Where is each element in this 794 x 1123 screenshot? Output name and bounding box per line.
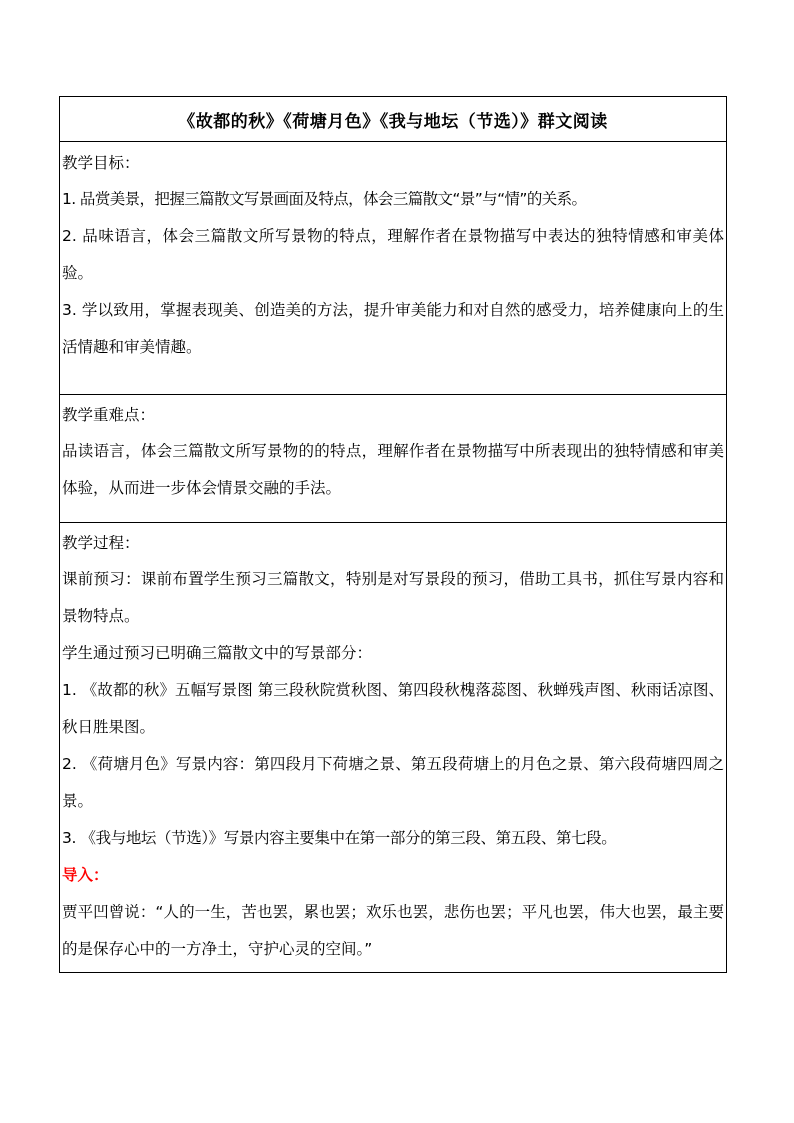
key-points-heading: 教学重难点： <box>62 406 156 424</box>
key-points-section <box>60 395 726 523</box>
scene-item: 3. 《我与地坛（节选）》写景内容主要集中在第一部分的第三段、第五段、第七段。 <box>62 829 617 847</box>
teaching-process-section <box>60 523 726 972</box>
key-points-text: 品读语言，体会三篇散文所写景物的的特点，理解作者在景物描写中所表现出的独特情感和审美体验，从而进一步体会情景交融的手法。 <box>62 442 724 497</box>
teaching-goals-section <box>60 142 726 395</box>
goals-heading: 教学目标： <box>62 154 140 172</box>
goal-item: 1. 品赏美景，把握三篇散文写景画面及特点，体会三篇散文“景”与“情”的关系。 <box>62 190 587 208</box>
document-title: 《故都的秋》《荷塘月色》《我与地坛（节选）》群文阅读 <box>60 97 726 142</box>
goal-item: 3. 学以致用，掌握表现美、创造美的方法，提升审美能力和对自然的感受力，培养健康向上的生活情趣和审美情趣。 <box>62 301 724 356</box>
scene-item: 2. 《荷塘月色》写景内容：第四段月下荷塘之景、第五段荷塘上的月色之景、第六段荷塘四周之景。 <box>62 755 724 810</box>
quote-text: 贾平凹曾说：“人的一生，苦也罢，累也罢；欢乐也罢，悲伤也罢；平凡也罢，伟大也罢，最主要的是保存心中的一方净土，守护心灵的空间。” <box>62 903 724 958</box>
lesson-plan-table <box>59 96 727 973</box>
preview-text: 课前预习：课前布置学生预习三篇散文，特别是对写景段的预习，借助工具书，抓住写景内容和景物特点。 <box>62 570 724 625</box>
intro-line: 学生通过预习已明确三篇散文中的写景部分： <box>62 644 373 662</box>
goal-item: 2. 品味语言，体会三篇散文所写景物的特点，理解作者在景物描写中表达的独特情感和审美体验。 <box>62 227 724 282</box>
lead-in-label: 导入： <box>62 866 109 884</box>
scene-item: 1. 《故都的秋》五幅写景图 第三段秋院赏秋图、第四段秋槐落蕊图、秋蝉残声图、秋雨话凉图、秋日胜果图。 <box>62 681 724 736</box>
process-heading: 教学过程： <box>62 534 140 552</box>
